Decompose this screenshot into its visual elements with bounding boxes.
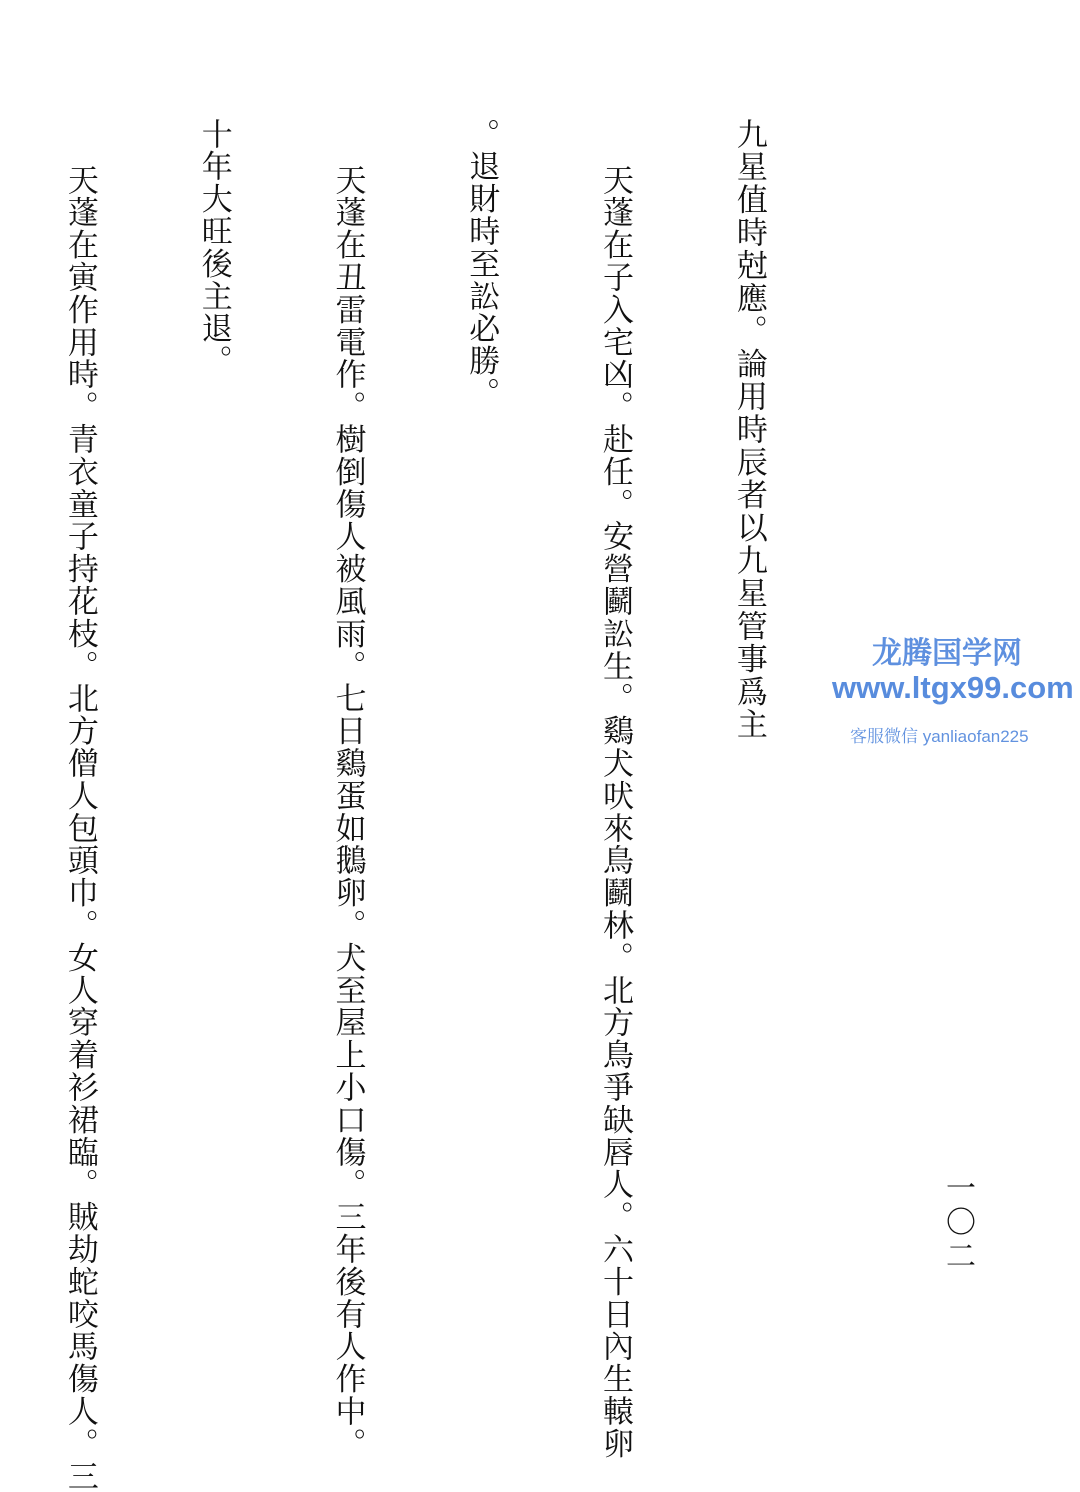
text-line: 天蓬在寅作用時。青衣童子持花枝。北方僧人包頭巾。女人穿着衫裙臨。賊劫蛇咬馬傷人。三: [61, 164, 98, 1492]
text-line: 天蓬在丑雷電作。樹倒傷人被風雨。七日鷄蛋如鵝卵。犬至屋上小口傷。三年後有人作中。: [329, 164, 366, 1460]
watermark-site-name: 龙腾国学网: [872, 637, 1022, 670]
text-line: 。退財時至訟必勝。: [463, 118, 500, 410]
text-line: 天蓬在子入宅凶。赴任。安營鬬訟生。鷄犬吠來鳥鬬林。北方鳥爭缺唇人。六十日內生轅卵: [597, 164, 634, 1460]
site-watermark: [820, 622, 1080, 757]
text-line: 十年大旺後主退。: [195, 118, 232, 378]
vertical-text-body: [0, 118, 860, 1492]
section-title: 九星值時尅應。論用時辰者以九星管事爲主: [730, 118, 767, 742]
watermark-contact: 客服微信 yanliaofan225: [850, 727, 1029, 746]
watermark-url: www.ltgx99.com: [832, 670, 1074, 705]
page-number: 一〇二: [940, 1172, 975, 1274]
